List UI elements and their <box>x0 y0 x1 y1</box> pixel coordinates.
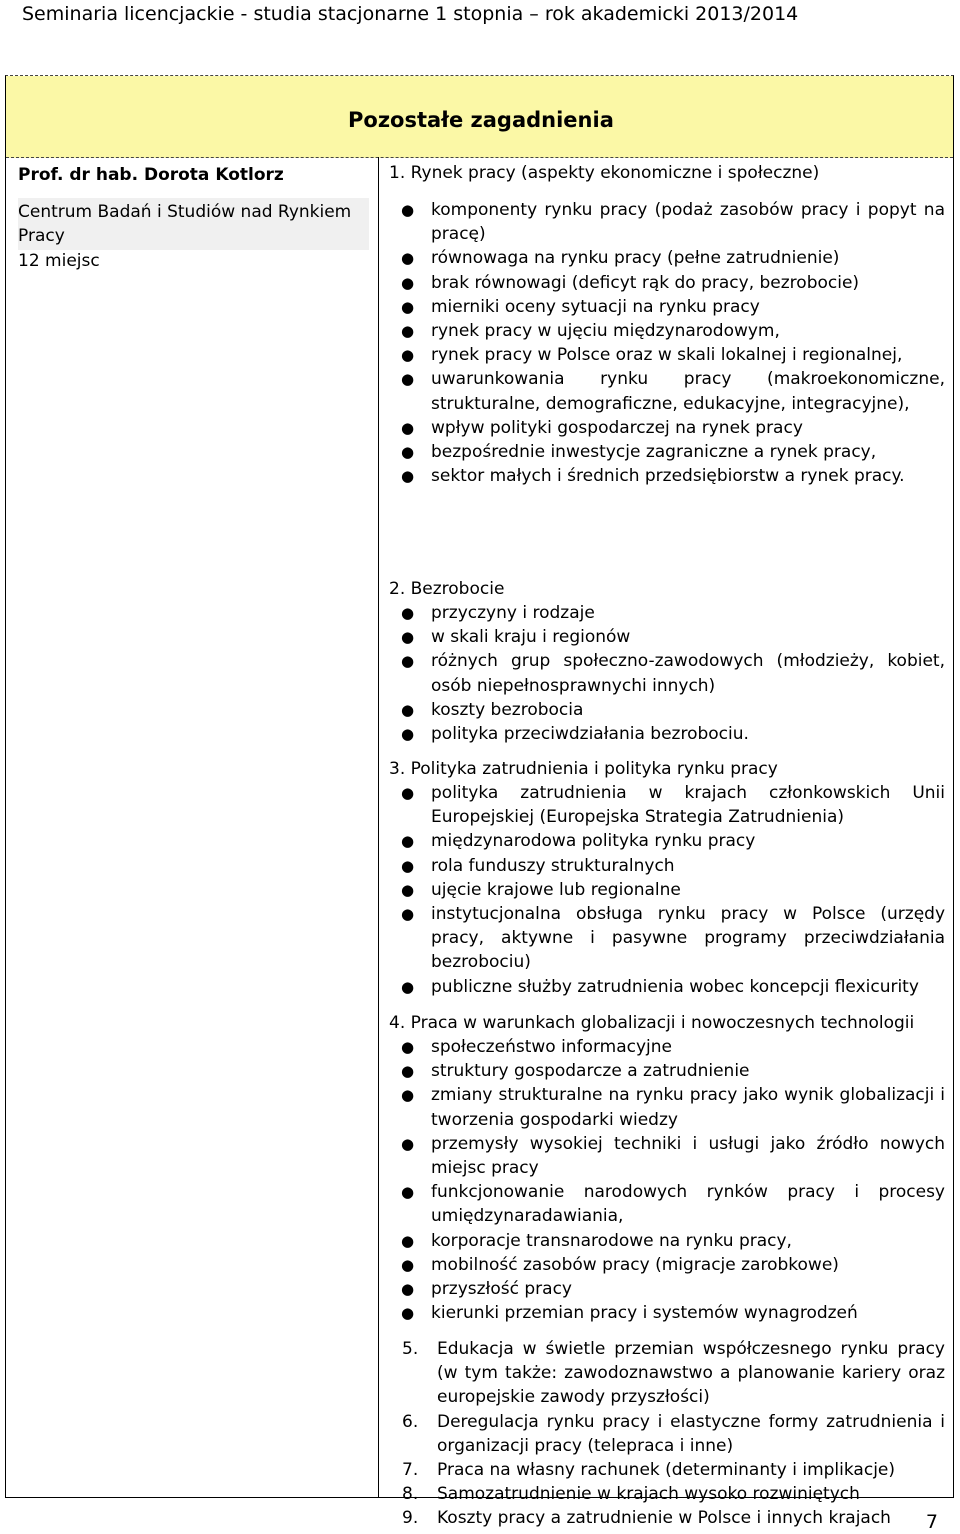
list-item: ● bezpośrednie inwestycje zagraniczne a rynek pracy, <box>389 440 945 464</box>
list-item: ● przyszłość pracy <box>389 1277 945 1301</box>
bullet-icon: ● <box>401 784 415 802</box>
section-title: Pozostałe zagadnienia <box>348 108 614 132</box>
bullet-icon: ● <box>401 1280 415 1299</box>
list-item: ● polityka przeciwdziałania bezrobociu. <box>389 722 945 746</box>
bullet-icon: ● <box>401 201 415 219</box>
list-item: ● brak równowagi (deficyt rąk do pracy, bezrobocie) <box>389 271 945 295</box>
list-item: ● międzynarodowa polityka rynku pracy <box>389 829 945 853</box>
numbered-topics <box>389 1337 945 1531</box>
bullet-icon: ● <box>401 628 415 647</box>
list-item: ● w skali kraju i regionów <box>389 625 945 649</box>
numbered-topic: 9. Koszty pracy a zatrudnienie w Polsce i innych krajach <box>402 1508 891 1529</box>
institution-name: Centrum Badań i Studiów nad Rynkiem Pracy <box>18 198 369 250</box>
places-count: 12 miejsc <box>18 251 100 271</box>
list-item: ● rynek pracy w ujęciu międzynarodowym, <box>389 319 945 343</box>
bullet-icon: ● <box>401 1304 415 1323</box>
list-item: ● instytucjonalna obsługa rynku pracy w Polsce (urzędy pracy, aktywne i pasywne programy przeciwdziałania bezrobociu) <box>401 904 945 973</box>
topic-title: 1. Rynek pracy (aspekty ekonomiczne i społeczne) <box>389 163 820 183</box>
topic-title: 3. Polityka zatrudnienia i polityka rynku pracy <box>389 759 778 779</box>
bullet-icon: ● <box>401 467 415 486</box>
list-item: ● różnych grup społeczno-zawodowych (młodzieży, kobiet, osób niepełnosprawnychi innych) <box>401 651 945 696</box>
title-band <box>6 76 953 158</box>
bullet-icon: ● <box>401 880 415 899</box>
bullet-icon: ● <box>401 652 415 671</box>
list-item: ● mobilność zasobów pracy (migracje zarobkowe) <box>389 1253 945 1277</box>
bullet-icon: ● <box>401 1086 415 1105</box>
bullet-icon: ● <box>401 977 415 996</box>
numbered-topic: 8. Samozatrudnienie w krajach wysoko rozwiniętych <box>402 1484 860 1505</box>
numbered-topic: 6. Deregulacja rynku pracy i elastyczne formy zatrudnienia i organizacji pracy (telepraca i inne) <box>402 1411 945 1456</box>
list-item: ● korporacje transnarodowe na rynku pracy, <box>389 1229 945 1253</box>
topic-items <box>389 1035 945 1325</box>
page-number: 7 <box>925 1511 938 1533</box>
list-item: ● sektor małych i średnich przedsiębiorstw a rynek pracy. <box>389 464 945 488</box>
bullet-icon: ● <box>401 1062 415 1081</box>
bullet-icon: ● <box>401 700 415 719</box>
bullet-icon: ● <box>401 1255 415 1274</box>
list-item: ● przyczyny i rodzaje <box>389 601 945 625</box>
supervisor-column <box>6 157 379 1497</box>
bullet-icon: ● <box>401 905 415 924</box>
bullet-icon: ● <box>401 1183 415 1202</box>
numbered-topic: 7. Praca na własny rachunek (determinanty i implikacje) <box>402 1460 896 1481</box>
page-header: Seminaria licencjackie - studia stacjonarne 1 stopnia – rok akademicki 2013/2014 <box>22 3 799 25</box>
list-item: ● społeczeństwo informacyjne <box>389 1035 945 1059</box>
topic-title: 4. Praca w warunkach globalizacji i nowoczesnych technologii <box>389 1013 915 1033</box>
list-item: ● przemysły wysokiej techniki i usługi jako źródło nowych miejsc pracy <box>401 1133 945 1179</box>
list-item: ● polityka zatrudnienia w krajach członkowskich Unii Europejskiej (Europejska Strategia Zatrudnienia) <box>401 783 945 828</box>
numbered-topic: 5. Edukacja w świetle przemian współczesnego rynku pracy (w tym także: zawodoznawstwo a planowanie kariery oraz europejskie zawody przyszłości) <box>402 1339 945 1408</box>
bullet-icon: ● <box>401 1231 415 1250</box>
bullet-icon: ● <box>401 346 415 365</box>
list-item: ● rynek pracy w Polsce oraz w skali lokalnej i regionalnej, <box>389 343 945 367</box>
topic-title: 2. Bezrobocie <box>389 579 505 599</box>
bullet-icon: ● <box>401 322 415 341</box>
list-item: ● struktury gospodarcze a zatrudnienie <box>389 1059 945 1083</box>
list-item: ● rola funduszy strukturalnych <box>389 854 945 878</box>
bullet-icon: ● <box>401 856 415 875</box>
bullet-icon: ● <box>401 725 415 744</box>
bullet-icon: ● <box>401 273 415 292</box>
bullet-icon: ● <box>401 418 415 437</box>
list-item: ● zmiany strukturalne na rynku pracy jako wynik globalizacji i tworzenia gospodarki wiedzy <box>401 1085 945 1130</box>
bullet-icon: ● <box>401 249 415 268</box>
bullet-icon: ● <box>401 832 415 851</box>
list-item: ● uwarunkowania rynku pracy (makroekonomiczne, strukturalne, demograficzne, edukacyjne, integracyjne), <box>401 369 945 414</box>
list-item: ● koszty bezrobocia <box>389 698 945 722</box>
list-item: ● wpływ polityki gospodarczej na rynek pracy <box>389 416 945 440</box>
list-item: ● publiczne służby zatrudnienia wobec koncepcji flexicurity <box>389 975 945 999</box>
seminar-table <box>5 75 954 1529</box>
bullet-icon: ● <box>401 1134 415 1153</box>
list-item: ● funkcjonowanie narodowych rynków pracy i procesy umiędzynaradawiania, <box>401 1182 945 1227</box>
bullet-icon: ● <box>401 443 415 462</box>
topic-items <box>389 781 945 999</box>
list-item: ● komponenty rynku pracy (podaż zasobów pracy i popyt na pracę) <box>401 200 945 245</box>
list-item: ● mierniki oceny sytuacji na rynku pracy <box>389 295 945 319</box>
bullet-icon: ● <box>401 1038 415 1056</box>
bullet-icon: ● <box>401 370 415 389</box>
topic-items <box>389 198 945 488</box>
list-item: ● kierunki przemian pracy i systemów wynagrodzeń <box>389 1301 945 1325</box>
topic-items <box>389 601 945 746</box>
supervisor-name: Prof. dr hab. Dorota Kotlorz <box>18 165 284 185</box>
list-item: ● ujęcie krajowe lub regionalne <box>389 878 945 902</box>
list-item: ● równowaga na rynku pracy (pełne zatrudnienie) <box>389 246 945 270</box>
bullet-icon: ● <box>401 297 415 316</box>
bullet-icon: ● <box>401 604 415 622</box>
